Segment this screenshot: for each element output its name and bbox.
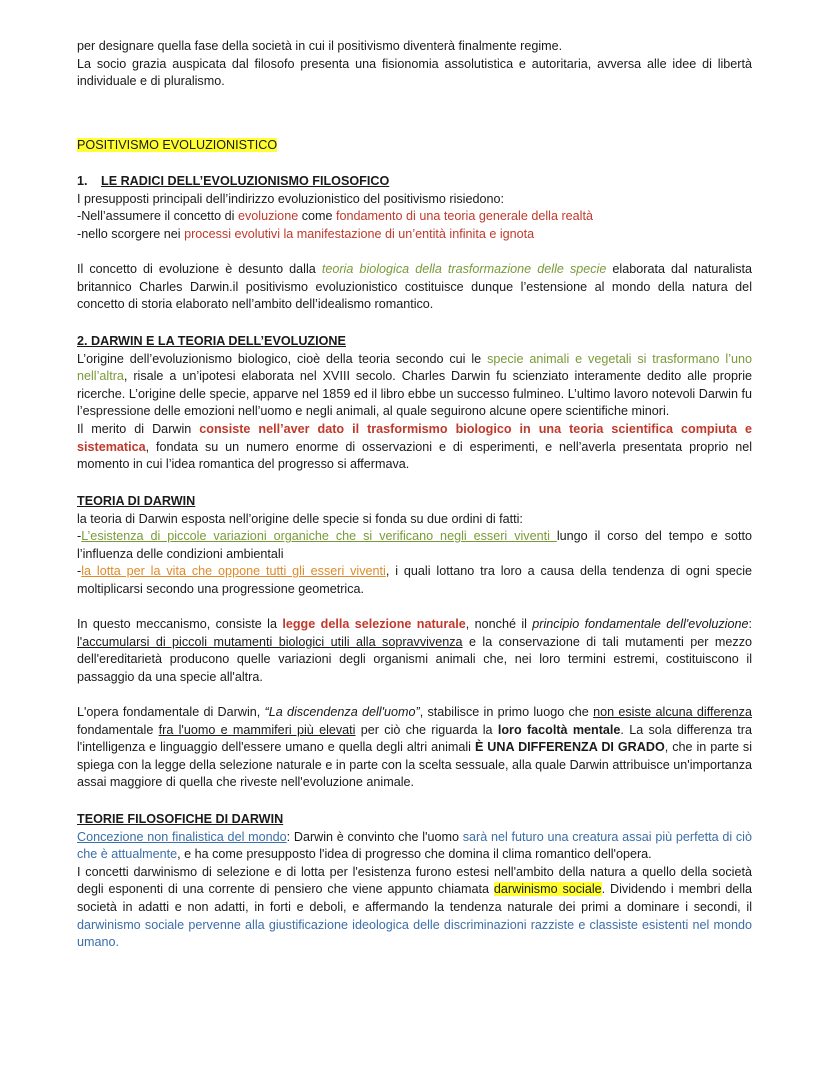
teoria-heading: TEORIA DI DARWIN	[77, 494, 196, 508]
s1-bullet-2: -nello scorgere nei processi evolutivi la manifestazione di un’entità infinita e ignota	[77, 226, 535, 241]
teoria-bullet-2: -la lotta per la vita che oppone tutti gli esseri viventi, i quali lottano tra loro a causa della tendenza di ogni specie moltiplicarsi secondo una progressione geometrica.	[77, 564, 752, 596]
teorie-paragraph-1: Concezione non finalistica del mondo: Darwin è convinto che l'uomo sarà nel futuro una creatura assai più perfetta di ciò che è attualmente, e ha come presupposto l'idea di progresso che domina il clima romantico dell'opera.	[77, 829, 752, 862]
teoria-paragraph-2: L'opera fondamentale di Darwin, “La discendenza dell'uomo”, stabilisce in primo luogo che non esiste alcuna differenza fondamentale fra l'uomo e mammiferi più elevati per ciò che riguarda la loro facoltà mentale. La sola differenza tra l'intelligenza e linguaggio dell'essere umano e quella degli altri animali È UNA DIFFERENZA DI GRADO, che in parte si spiega con la legge della selezione naturale e in parte con la scelta sessuale, alla quale Darwin attribuisce un'importanza assai maggiore di quella che riveste nell'evoluzione animale.	[77, 705, 753, 790]
s1-paragraph: Il concetto di evoluzione è desunto dalla teoria biologica della trasformazione delle specie elaborata dal naturalista britannico Charles Darwin.il positivismo evoluzionistico costituisce dunque l’estensione al mondo della natura del concetto di storia elaborato nell’ambito dell’idealismo romantico.	[77, 262, 753, 312]
s1-heading: 1. LE RADICI DELL’EVOLUZIONISMO FILOSOFICO	[77, 174, 390, 188]
intro-line: per designare quella fase della società in cui il positivismo diventerà finalmente regime.	[77, 39, 563, 53]
intro-paragraph: La socio grazia auspicata dal filosofo presenta una fisionomia assolutistica e autoritaria, avversa alle idee di libertà individuale e di pluralismo.	[77, 56, 752, 89]
s1-bullet-1: -Nell’assumere il concetto di evoluzione come fondamento di una teoria generale della realtà	[77, 209, 593, 224]
s1-lead: I presupposti principali dell’indirizzo evoluzionistico del positivismo risiedono:	[77, 191, 504, 206]
teoria-bullet-1: -L’esistenza di piccole variazioni organiche che si verificano negli esseri viventi lungo il corso del tempo e sotto l’influenza delle condizioni ambientali	[77, 529, 752, 561]
s2-paragraph-2: Il merito di Darwin consiste nell’aver dato il trasformismo biologico in una teoria scientifica compiuta e sistematica, fondata su un numero enorme di osservazioni e di esperimenti, e nell’averla presentata proprio nel momento in cui l’idea romantica del progresso si affermava.	[77, 422, 752, 472]
s2-paragraph-1: L’origine dell’evoluzionismo biologico, cioè della teoria secondo cui le specie animali e vegetali si trasformano l’uno nell’altra, risale a un’ipotesi elaborata nel XVIII secolo. Charles Darwin fu scienziato interamente dedito alle proprie ricerche. L’origine delle specie, apparve nel 1859 ed il libro ebbe un successo fulmineo. L’ultimo lavoro notevoli Darwin fu l’espressione delle emozioni nell’uomo e negli animali, al quale seguirono alcune opere scientifiche minori.	[77, 351, 753, 419]
teoria-lead: la teoria di Darwin esposta nell’origine delle specie si fonda su due ordini di fatti:	[77, 511, 523, 526]
teorie-paragraph-2: I concetti darwinismo di selezione e di lotta per l'esistenza furono estesi nell'ambito della natura a quello della società degli esponenti di una corrente di pensiero che viene appunto chiamata darwinismo sociale. Dividendo i membri della società in adatti e non adatti, in forti e deboli, e affermando la tendenza naturale dei primi a dominare i secondi, il darwinismo sociale pervenne alla giustificazione ideologica delle discriminazioni razziste e classiste esistenti nel mondo umano.	[77, 864, 753, 950]
section-title: POSITIVISMO EVOLUZIONISTICO	[77, 138, 278, 152]
teorie-heading: TEORIE FILOSOFICHE DI DARWIN	[77, 812, 284, 826]
teoria-paragraph-1: In questo meccanismo, consiste la legge della selezione naturale, nonché il principio fondamentale dell'evoluzione: l'accumularsi di piccoli mutamenti biologici utili alla sopravvivenza e la conservazione di tali mutamenti per mezzo dell'ereditarietà producono quelle variazioni degli organismi animali che, nei loro termini estremi, costituiscono il passaggio da una specie all'altra.	[77, 617, 753, 684]
s2-heading: 2. DARWIN E LA TEORIA DELL’EVOLUZIONE	[77, 334, 346, 348]
